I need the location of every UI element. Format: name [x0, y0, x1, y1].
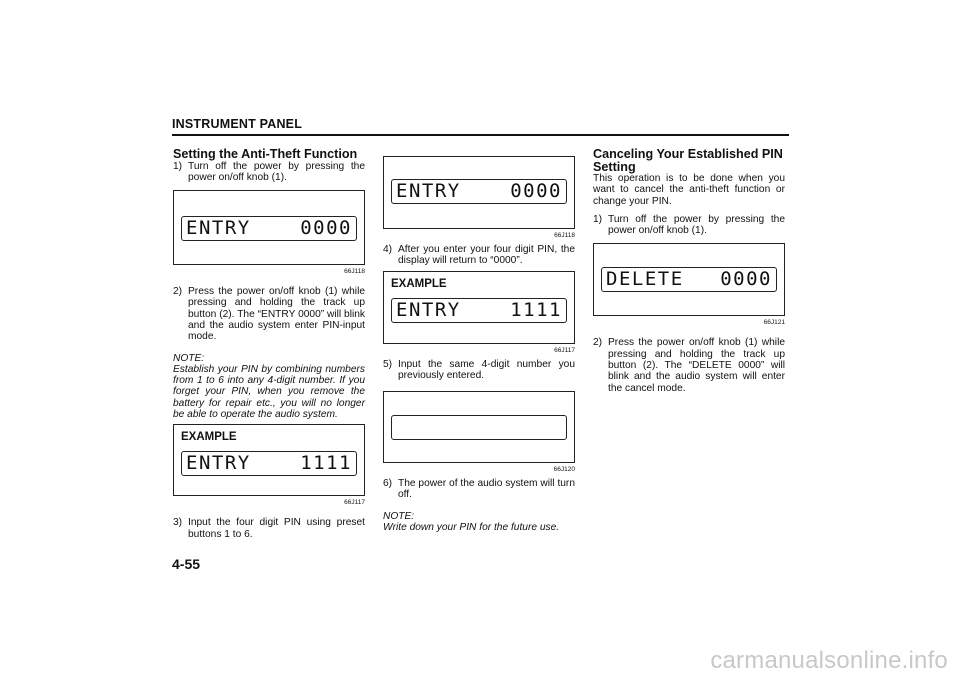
figure-entry-0000: [173, 190, 365, 265]
step-number: 5): [383, 358, 393, 370]
step-text: Input the same 4-digit number you previously entered.: [398, 358, 575, 381]
step-2: [173, 286, 365, 342]
example-label: EXAMPLE: [391, 277, 447, 290]
step-4: [383, 244, 575, 267]
figure-id: 66J118: [344, 268, 365, 276]
note-label: NOTE:: [383, 510, 415, 522]
lcd-pin-text: 1111: [510, 298, 562, 321]
figure-entry-1111: [383, 271, 575, 344]
step-text: Turn off the power by pressing the power on/off knob (1).: [188, 160, 365, 183]
header-divider: [172, 134, 789, 136]
note-text: Establish your PIN by combining numbers from 1 to 6 into any 4-digit number. If you forget your PIN, when you remove the battery for repair etc., you will no longer be able to operate the audio system.: [173, 363, 365, 421]
lcd-display: [391, 298, 567, 323]
note-label: NOTE:: [173, 352, 205, 364]
step-5: [383, 359, 575, 382]
figure-delete-0000: [593, 243, 785, 316]
lcd-display: [181, 216, 357, 241]
intro-text: This operation is to be done when you want to cancel the anti-theft function or change your PIN.: [593, 173, 785, 207]
figure-id: 66J117: [344, 499, 365, 507]
step-text: After you enter your four digit PIN, the display will return to “0000”.: [398, 244, 575, 267]
column-2: [383, 148, 575, 533]
figure-id: 66J121: [763, 319, 785, 327]
step-text: Turn off the power by pressing the power on/off knob (1).: [608, 213, 785, 237]
heading-canceling-pin: Canceling Your Established PIN Setting: [593, 147, 783, 174]
heading-setting-anti-theft: Setting the Anti-Theft Function: [173, 147, 358, 161]
step-2: [593, 337, 785, 393]
step-6: [383, 478, 575, 501]
lcd-mode-text: ENTRY: [186, 217, 251, 240]
lcd-pin-text: 0000: [510, 180, 562, 202]
step-number: 3): [173, 517, 183, 529]
watermark: carmanualsonline.info: [710, 647, 948, 674]
step-number: 2): [173, 286, 183, 298]
note-text: Write down your PIN for the future use.: [383, 522, 560, 534]
step-number: 2): [593, 337, 603, 349]
lcd-mode-text: DELETE: [606, 268, 684, 291]
column-1: [173, 148, 365, 540]
figure-id: 66J117: [554, 346, 575, 354]
step-text: The power of the audio system will turn off.: [398, 478, 575, 501]
step-1: [173, 161, 365, 184]
lcd-display-blank: [391, 415, 567, 440]
step-number: 6): [383, 478, 393, 490]
figure-id: 66J118: [554, 232, 575, 239]
section-title: INSTRUMENT PANEL: [172, 117, 303, 131]
step-text: Press the power on/off knob (1) while pressing and holding the track up button (2). The “DELETE 0000” will blink and the audio system will enter the cancel mode.: [608, 337, 785, 394]
step-number: 4): [383, 244, 393, 255]
lcd-pin-text: 0000: [720, 268, 772, 291]
page-number: 4-55: [172, 556, 201, 572]
step-number: 1): [593, 213, 603, 225]
figure-entry-0000: [383, 156, 575, 229]
step-3: [173, 517, 365, 540]
lcd-mode-text: ENTRY: [396, 180, 461, 202]
step-1: [593, 214, 785, 237]
lcd-pin-text: 0000: [300, 217, 352, 240]
lcd-display: [601, 267, 777, 292]
lcd-mode-text: ENTRY: [186, 452, 251, 475]
lcd-mode-text: ENTRY: [396, 298, 461, 321]
lcd-pin-text: 1111: [300, 452, 352, 475]
example-label: EXAMPLE: [181, 431, 237, 444]
lcd-display: [181, 451, 357, 476]
column-3: [593, 148, 785, 394]
figure-id: 66J120: [553, 466, 575, 474]
step-number: 1): [173, 160, 183, 172]
figure-entry-1111: [173, 424, 365, 496]
figure-blank-display: [383, 391, 575, 463]
step-text: Press the power on/off knob (1) while pressing and holding the track up button (2). The “ENTRY 0000” will blink and the audio system enter PIN-input mode.: [188, 286, 365, 343]
step-text: Input the four digit PIN using preset buttons 1 to 6.: [188, 517, 365, 540]
lcd-display: [391, 179, 567, 204]
